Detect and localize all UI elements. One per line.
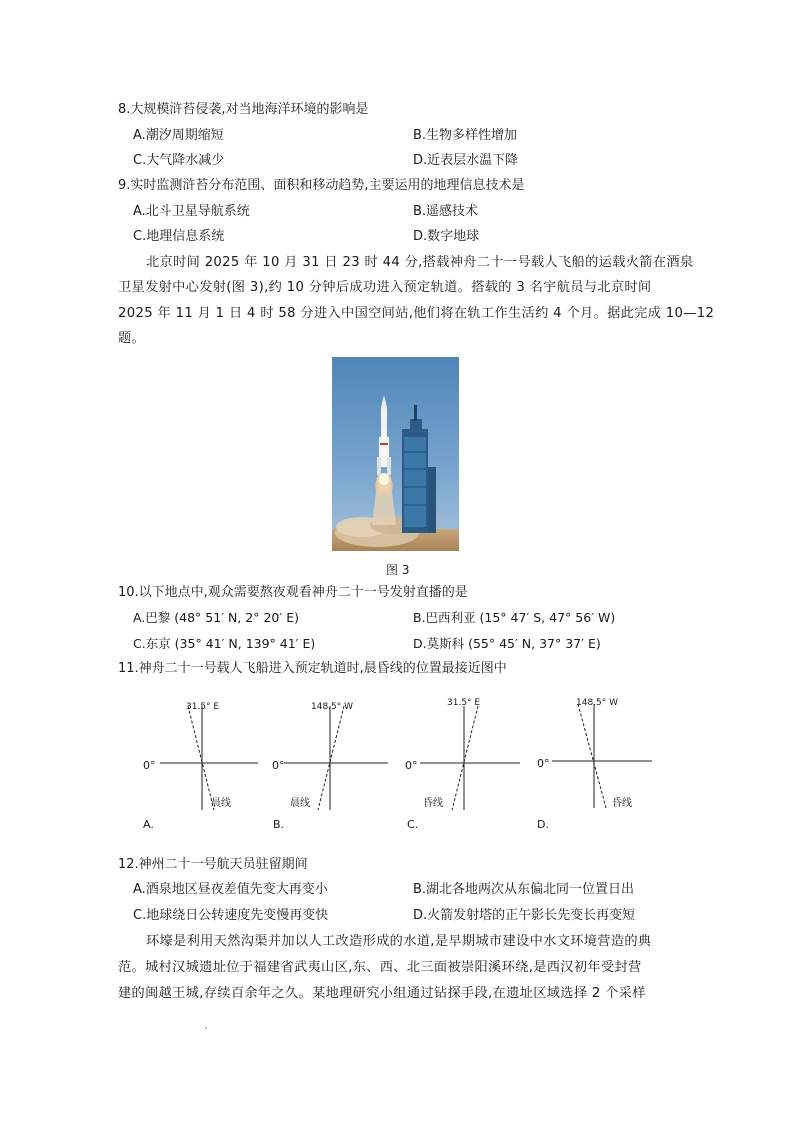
q9-option-b: B.遥感技术 (413, 204, 479, 219)
q10-option-c: C.东京 (35° 41′ N, 139° 41′ E) (133, 636, 316, 651)
q9-option-d: D.数字地球 (413, 229, 480, 244)
intro1-line-3: 2025 年 11 月 1 日 4 时 58 分进入中国空间站,他们将在轨工作生活约 4 个月。据此完成 10—12 (118, 306, 715, 321)
intro2-line-3: 建的闽越王城,存续百余年之久。某地理研究小组通过钻探手段,在遗址区域选择 2 个采样 (118, 986, 646, 1001)
diagram-c-letter: C. (407, 818, 419, 831)
intro2-line-2: 范。城村汉城遗址位于福建省武夷山区,东、西、北三面被崇阳溪环绕,是西汉初年受封营 (118, 960, 642, 975)
diagram-c-equator-label: 0° (405, 759, 418, 772)
diagram-b-line-label: 晨线 (290, 798, 310, 809)
diagram-d-letter: D. (537, 818, 549, 831)
page-mark (205, 1027, 207, 1029)
q12-option-b: B.湖北各地两次从东偏北同一位置日出 (413, 882, 635, 897)
diagram-b-equator-label: 0° (272, 759, 285, 772)
q12-option-d: D.火箭发射塔的正午影长先变长再变短 (413, 908, 636, 923)
diagram-c-line-label: 昏线 (423, 798, 443, 809)
diagram-d-line-label: 昏线 (612, 798, 632, 809)
diagram-a-meridian-label: 31.5° E (186, 702, 220, 712)
question-12-stem: 12.神州二十一号航天员驻留期间 (118, 857, 308, 872)
q10-option-b: B.巴西利亚 (15° 47′ S, 47° 56′ W) (413, 610, 616, 625)
rocket-launch-photo (332, 357, 459, 551)
diagram-c-meridian-label: 31.5° E (447, 698, 481, 708)
intro2-line-1: 环壕是利用天然沟渠并加以人工改造形成的水道,是早期城市建设中水文环境营造的典 (146, 934, 652, 949)
q12-option-c: C.地球绕日公转速度先变慢再变快 (133, 908, 329, 923)
q10-option-a: A.巴黎 (48° 51′ N, 2° 20′ E) (133, 610, 299, 625)
intro1-line-4: 题。 (118, 331, 146, 346)
q8-option-a: A.潮汐周期缩短 (133, 128, 224, 143)
question-8-stem: 8.大规模浒苔侵袭,对当地海洋环境的影响是 (118, 102, 369, 117)
diagram-a-letter: A. (143, 818, 154, 831)
diagram-d-meridian-label: 148.5° W (576, 698, 619, 708)
q8-option-c: C.大气降水减少 (133, 153, 225, 168)
diagram-b-meridian-label: 148.5° W (311, 702, 354, 712)
q10-option-d: D.莫斯科 (55° 45′ N, 37° 37′ E) (413, 636, 601, 651)
diagram-d-equator-label: 0° (537, 757, 550, 770)
diagram-a-line-label: 晨线 (211, 798, 231, 809)
question-9-stem: 9.实时监测浒苔分布范围、面积和移动趋势,主要运用的地理信息技术是 (118, 178, 525, 193)
q9-option-a: A.北斗卫星导航系统 (133, 204, 250, 219)
figure-3-caption: 图 3 (386, 563, 410, 577)
q9-option-c: C.地理信息系统 (133, 229, 225, 244)
question-10-stem: 10.以下地点中,观众需要熬夜观看神舟二十一号发射直播的是 (118, 585, 468, 600)
diagram-b-letter: B. (273, 818, 285, 831)
question-11-stem: 11.神舟二十一号载人飞船进入预定轨道时,晨昏线的位置最接近图中 (118, 661, 507, 676)
intro1-line-1: 北京时间 2025 年 10 月 31 日 23 时 44 分,搭载神舟二十一号载人飞船的运载火箭在酒泉 (146, 255, 694, 270)
q8-option-b: B.生物多样性增加 (413, 128, 518, 143)
intro1-line-2: 卫星发射中心发射(图 3),约 10 分钟后成功进入预定轨道。搭载的 3 名宇航员与北京时间 (118, 280, 652, 295)
q12-option-a: A.酒泉地区昼夜差值先变大再变小 (133, 882, 328, 897)
diagram-a-equator-label: 0° (143, 759, 156, 772)
q8-option-d: D.近表层水温下降 (413, 153, 519, 168)
